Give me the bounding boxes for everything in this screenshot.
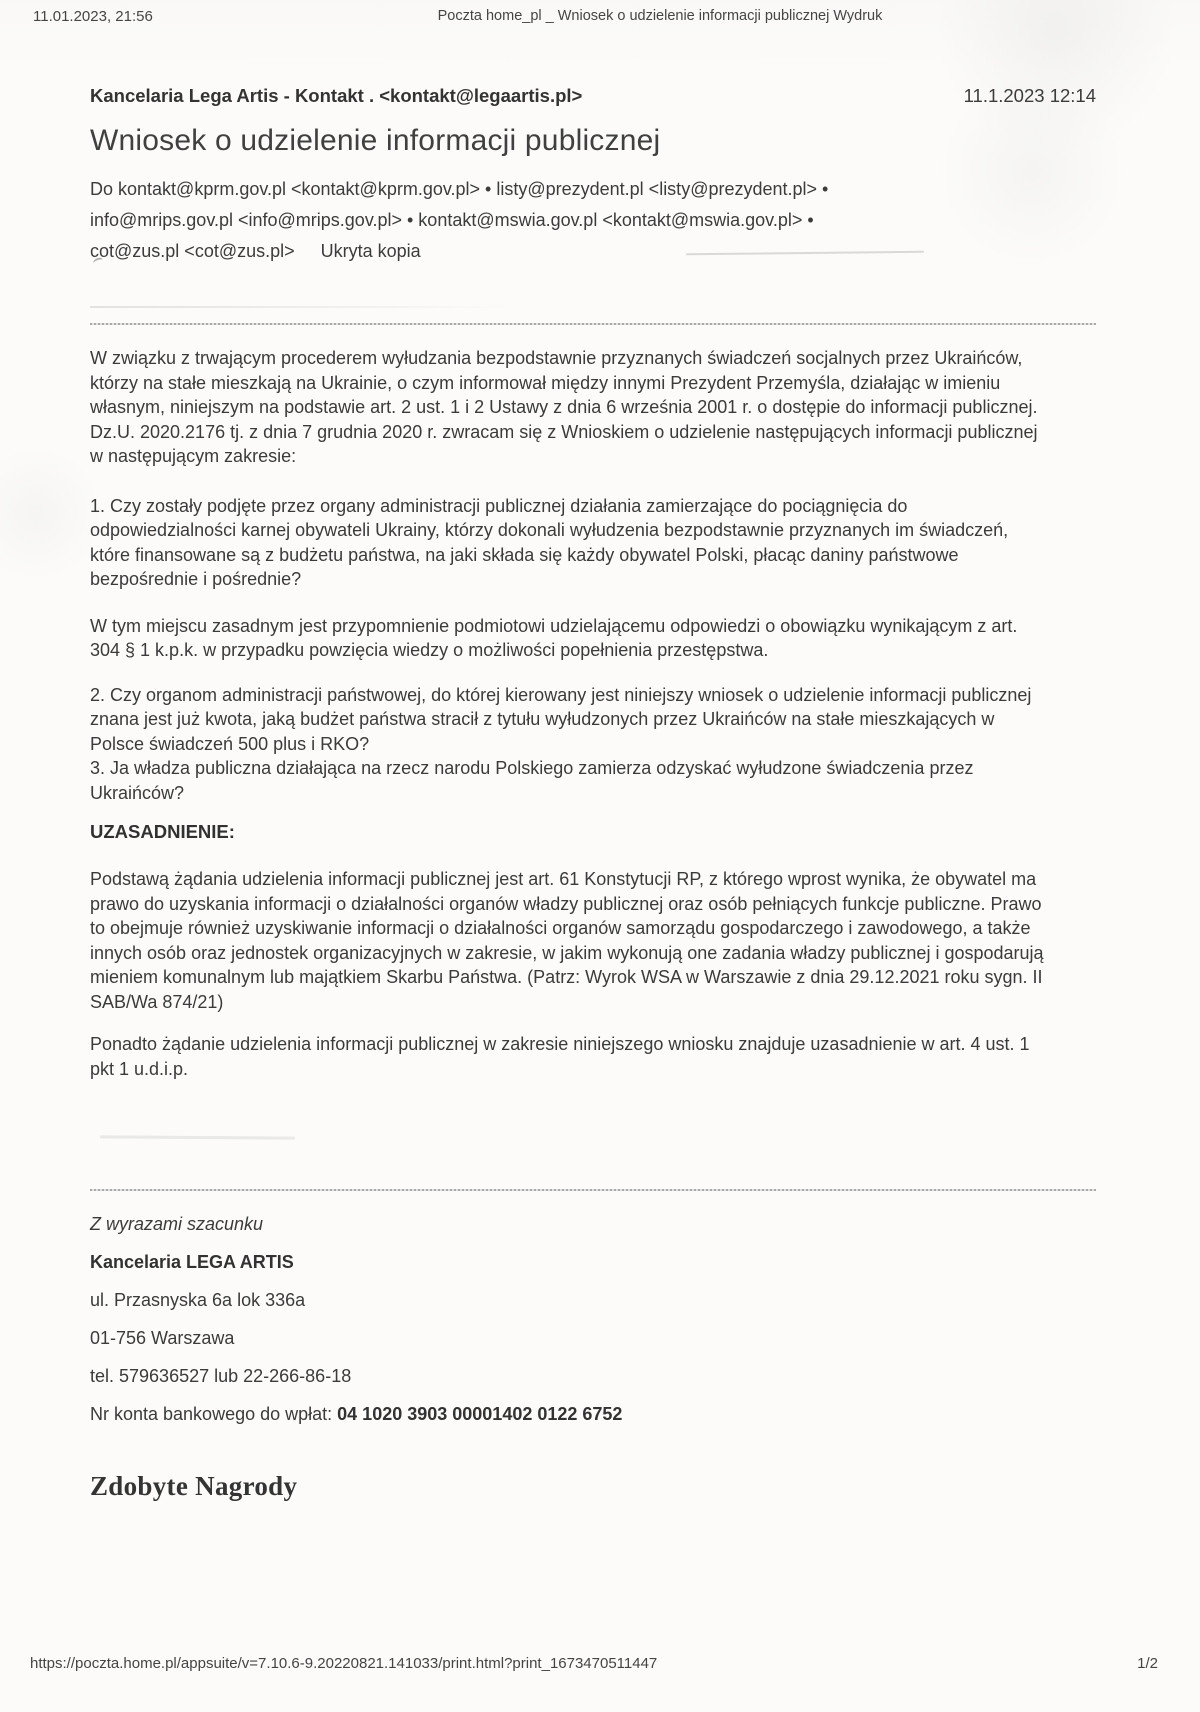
reminder-note: W tym miejscu zasadnym jest przypomnienie podmiotowi udzielającemu odpowiedzi o obowiązku wynikającym z art. 304 § 1 k.p.k. w przypadku powzięcia wiedzy o możliwości popełnienia przestępstwa. [90, 615, 1018, 660]
print-timestamp: 11.01.2023, 21:56 [33, 8, 153, 25]
justification-paragraph-1: Podstawą żądania udzielenia informacji publicznej jest art. 61 Konstytucji RP, z którego wprost wynika, że obywatel ma prawo do uzyskania informacji o działalności organów władzy publicznej oraz osób pełniących funkcje publiczne. Prawo to obejmuje również uzyskiwanie informacji o działalności organów samorządu gospodarczego i zawodowego, a także innych osób oraz jednostek organizacyjnych w zakresie, w jakim wykonują one zadania władzy publicznej i gospodarują mieniem komunalnym lub majątkiem Skarbu Państwa. (Patrz: Wyrok WSA w Warszawie z dnia 29.12.2021 roku sygn. II SAB/Wa 874/21) [90, 869, 1044, 1012]
email-recipients [90, 174, 1096, 267]
bcc-label: Ukryta kopia [320, 241, 421, 261]
email-sender: Kancelaria Lega Artis - Kontakt . <kontakt@legaartis.pl> [90, 85, 583, 106]
email-sent-datetime: 11.1.2023 12:14 [963, 85, 1096, 106]
signature-company: Kancelaria LEGA ARTIS [90, 1252, 294, 1272]
print-page-number: 1/2 [1137, 1655, 1158, 1672]
bank-account-number: 04 1020 3903 00001402 0122 6752 [337, 1404, 623, 1424]
print-header [0, 8, 1200, 30]
question-1: 1. Czy zostały podjęte przez organy administracji publicznej działania zamierzające do pociągnięcia do odpowiedzialności karnej obywateli Ukrainy, którzy dokonali wyłudzenia bezpodstawnie przyznanych im świadczeń, które finansowane są z budżetu państwa, na jaki składa się każdy obywatel Polski, płacąc daniny państwowe bezpośrednie i pośrednie? [90, 495, 1009, 589]
email-subject: Wniosek o udzielenie informacji publicznej [90, 124, 661, 157]
header-separator [90, 323, 1096, 325]
signature-phone: tel. 579636527 lub 22-266-86-18 [90, 1366, 352, 1386]
recipients-line-2: info@mrips.gov.pl <info@mrips.gov.pl> • kontakt@mswia.gov.pl <kontakt@mswia.gov.pl> • [90, 210, 814, 230]
signature-separator [90, 1189, 1096, 1191]
question-2: 2. Czy organom administracji państwowej, do której kierowany jest niniejszy wniosek o udzielenie informacji publicznej znana jest już kwota, jaką budżet państwa stracił z tytułu wyłudzonych przez Ukraińców na stałe mieszkających w Polsce świadczeń 500 plus i RKO? [90, 684, 1032, 754]
questions-2-3 [90, 683, 1048, 806]
question-3: 3. Ja władza publiczna działająca na rzecz narodu Polskiego zamierza odzyskać wyłudzone świadczenia przez Ukraińców? [90, 758, 974, 803]
print-footer [30, 1655, 1158, 1672]
bank-account-label: Nr konta bankowego do wpłat: [90, 1404, 338, 1424]
signature-bank-line [90, 1403, 1096, 1425]
print-document-title: Poczta home_pl _ Wniosek o udzielenie informacji publicznej Wydruk [437, 8, 883, 24]
paragraph-intro: W związku z trwającym procederem wyłudzania bezpodstawnie przyznanych świadczeń socjalnych przez Ukraińców, którzy na stałe mieszkają na Ukrainie, o czym informował między innymi Prezydent Przemyśla, działając w imieniu własnym, niniejszym na podstawie art. 2 ust. 1 i 2 Ustawy z dnia 6 września 2001 r. o dostępie do informacji publicznej. Dz.U. 2020.2176 tj. z dnia 7 grudnia 2020 r. zwracam się z Wnioskiem o udzielenie następujących informacji publicznej w następującym zakresie: [90, 348, 1038, 466]
recipients-line-3 [90, 236, 1096, 267]
justification-paragraph-2: Ponadto żądanie udzielenia informacji publicznej w zakresie niniejszego wniosku znajduje uzasadnienie w art. 4 ust. 1 pkt 1 u.d.i.p. [90, 1034, 1030, 1079]
email-document [90, 85, 1096, 1502]
recipient-address: cot@zus.pl <cot@zus.pl> [90, 241, 295, 261]
signature-closing: Z wyrazami szacunku [90, 1214, 264, 1234]
print-footer-url: https://poczta.home.pl/appsuite/v=7.10.6-9.20220821.141033/print.html?print_1673470511447 [30, 1655, 658, 1672]
recipients-line-1: Do kontakt@kprm.gov.pl <kontakt@kprm.gov.pl> • listy@prezydent.pl <listy@prezydent.pl> • [90, 179, 829, 199]
signature-street: ul. Przasnyska 6a lok 336a [90, 1290, 306, 1310]
justification-heading: UZASADNIENIE: [90, 821, 235, 842]
signature-city: 01-756 Warszawa [90, 1328, 235, 1348]
awards-heading: Zdobyte Nagrody [90, 1471, 298, 1501]
email-header-row [90, 85, 1096, 107]
